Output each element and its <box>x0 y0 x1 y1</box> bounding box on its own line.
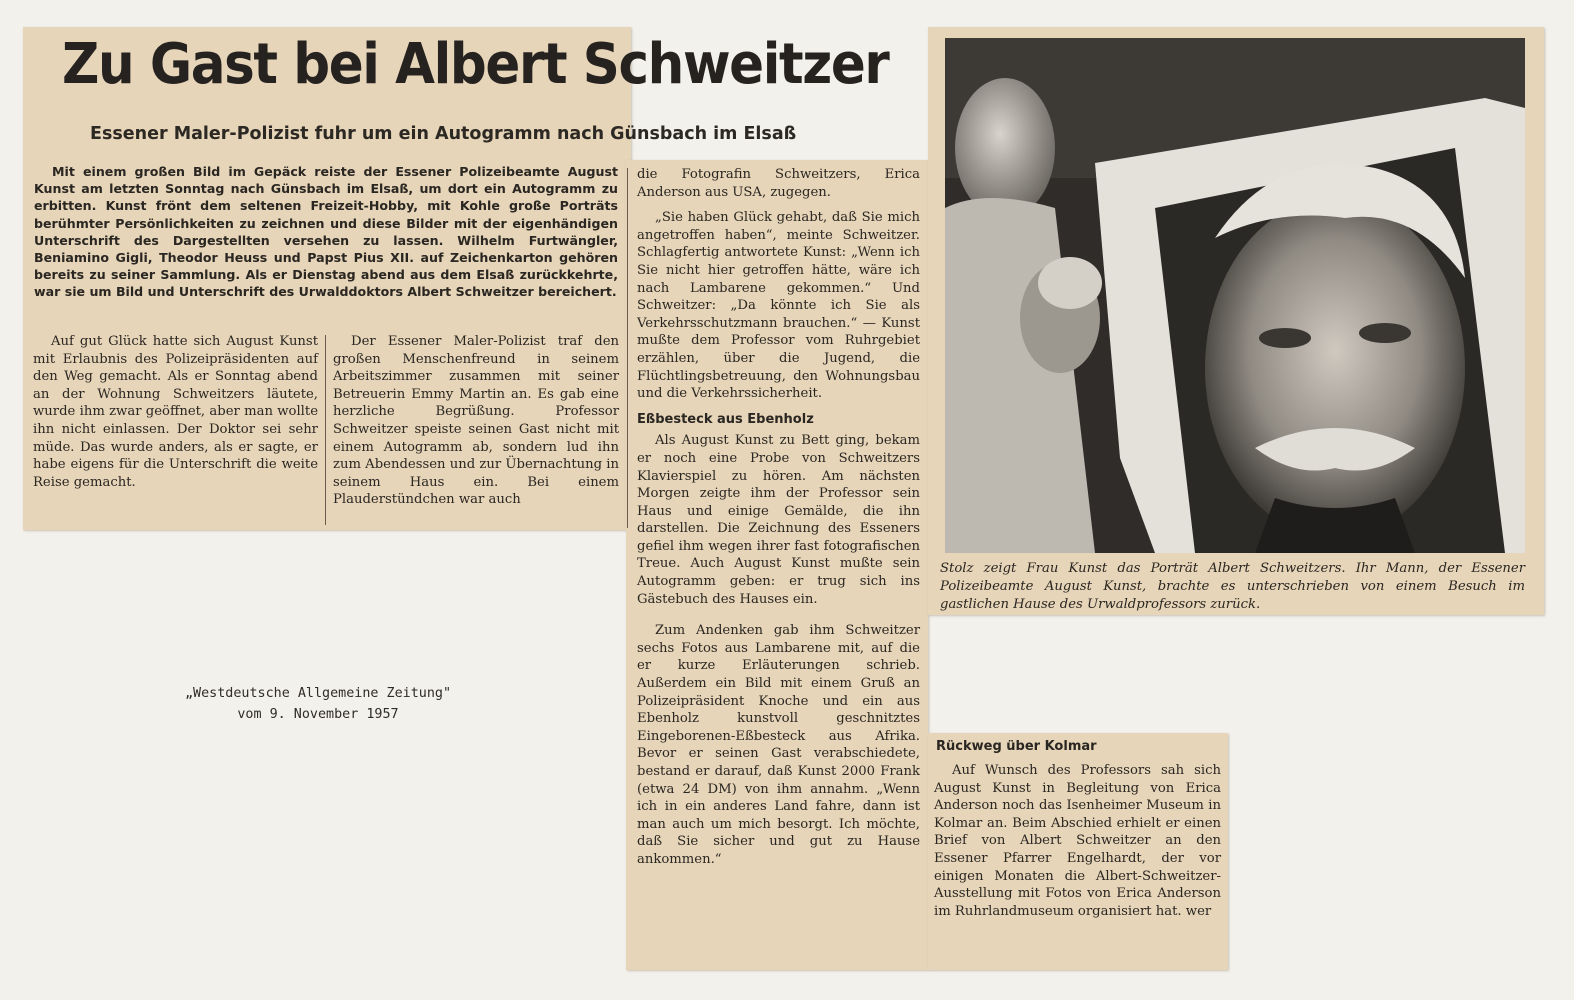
article-column-2 <box>333 333 619 509</box>
column-3-paragraph-4: Zum Andenken gab ihm Schweitzer sechs Fotos aus Lambarene mit, auf die er kurze Erläuterungen schrieb. Außerdem ein Bild mit einem Gruß an Polizeipräsident Knoche und ein aus Ebenholz kunstvoll geschnitztes Eingeborenen-Eßbesteck aus Afrika. Bevor er seinen Gast verabschiedete, bestand er darauf, daß Kunst 2000 Frank (etwa 24 DM) von ihm annahm. „Wenn ich in ein anderes Land fahre, dann ist man auch um mich besorgt. Ich möchte, daß Sie sicher und gut zu Hause ankommen.“ <box>637 623 920 867</box>
article-column-1 <box>33 333 318 491</box>
section-heading-rueckweg: Rückweg über Kolmar <box>936 739 1097 754</box>
source-publication: „Westdeutsche Allgemeine Zeitung" <box>184 686 452 701</box>
article-column-4 <box>934 762 1221 920</box>
source-note <box>168 683 468 725</box>
lead-text: Mit einem großen Bild im Gepäck reiste der Essener Polizeibeamte August Kunst am letzten Sonntag nach Günsbach im Elsaß, um dort ein Autogramm zu erbitten. Kunst frönt dem seltenen Freizeit-Hobby, mit Kohle große Porträts berühmter Persönlichkeiten zu zeichnen und diese Bilder mit der eigenhändigen Unterschrift des Dargestellten versehen zu lassen. Wilhelm Furtwängler, Beniamino Gigli, Theodor Heuss und Papst Pius XII. auf Zeichenkarton gehören bereits zu seiner Sammlung. Als er Dienstag abend aus dem Elsaß zurückkehrte, war sie um Bild und Unterschrift des Urwalddoktors Albert Schweitzer bereichert. <box>34 164 618 300</box>
column-3-paragraph-2: „Sie haben Glück gehabt, daß Sie mich angetroffen haben“, meinte Schweitzer. Schlagfertig antwortete Kunst: „Wenn ich Sie nicht hier getroffen hätte, wäre ich nach Lambarene gekommen.“ Und Schweitzer: „Da könnte ich Sie als Verkehrsschutzmann brauchen.“ — Kunst mußte dem Professor vom Ruhrgebiet erzählen, über die Jugend, die Flüchtlingsbetreuung, den Wohnungsbau und die Verkehrssicherheit. <box>637 210 920 402</box>
source-date: vom 9. November 1957 <box>237 707 399 722</box>
photo-caption: Stolz zeigt Frau Kunst das Porträt Albert Schweitzers. Ihr Mann, der Essener Polizeibeamte August Kunst, brachte es unterschrieben von einem Besuch im gastlichen Hause des Urwaldprofessors zurück. <box>940 561 1525 612</box>
article-column-3 <box>637 166 920 869</box>
column-3-paragraph-3: Als August Kunst zu Bett ging, bekam er noch eine Probe von Schweitzers Klavierspiel zu hören. Am nächsten Morgen zeigte ihm der Professor sein Haus und einige Gemälde, die ihn darstellen. Die Zeichnung des Esseners gefiel ihm wegen ihrer fast fotografischen Treue. Auch August Kunst mußte sein Autogramm geben: er trug sich ins Gästebuch des Hauses ein. <box>637 433 920 607</box>
photo-portrait-schweitzer <box>945 38 1525 553</box>
column-divider <box>627 168 628 528</box>
column-3-paragraph-1: die Fotografin Schweitzers, Erica Anderson aus USA, zugegen. <box>637 167 920 200</box>
lead-paragraph <box>34 163 618 301</box>
column-divider <box>325 335 326 525</box>
column-1-text: Auf gut Glück hatte sich August Kunst mit Erlaubnis des Polizeipräsidenten auf den Weg gemacht. Als er Sonntag abend an der Wohnung Schweitzers läutete, wurde ihm zwar geöffnet, aber man wollte ihn nicht einlassen. Der Doktor sei sehr müde. Das wurde anders, als er sagte, er habe eigens für die Unterschrift die weite Reise gemacht. <box>33 334 318 490</box>
subheadline: Essener Maler-Polizist fuhr um ein Autogramm nach Günsbach im Elsaß <box>90 124 797 144</box>
column-2-text: Der Essener Maler-Polizist traf den großen Menschenfreund in seinem Arbeitszimmer zusammen mit seiner Betreuerin Emmy Martin an. Es gab eine herzliche Begrüßung. Professor Schweitzer speiste seinen Gast nicht mit einem Autogramm ab, sondern lud ihn zum Abendessen und zur Übernachtung in seinem Haus ein. Bei einem Plauderstündchen war auch <box>333 334 619 508</box>
headline: Zu Gast bei Albert Schweitzer <box>62 32 889 97</box>
section-heading-essbesteck: Eßbesteck aus Ebenholz <box>637 411 814 427</box>
column-4-text: Auf Wunsch des Professors sah sich August Kunst in Begleitung von Erica Anderson noch das Isenheimer Museum in Kolmar an. Beim Abschied erhielt er einen Brief von Albert Schweitzer an den Essener Pfarrer Engelhardt, der vor einigen Monaten die Albert-Schweitzer-Ausstellung mit Fotos von Erica Anderson im Ruhrlandmuseum organisiert hat. wer <box>934 763 1221 919</box>
photo-illustration <box>945 38 1525 553</box>
